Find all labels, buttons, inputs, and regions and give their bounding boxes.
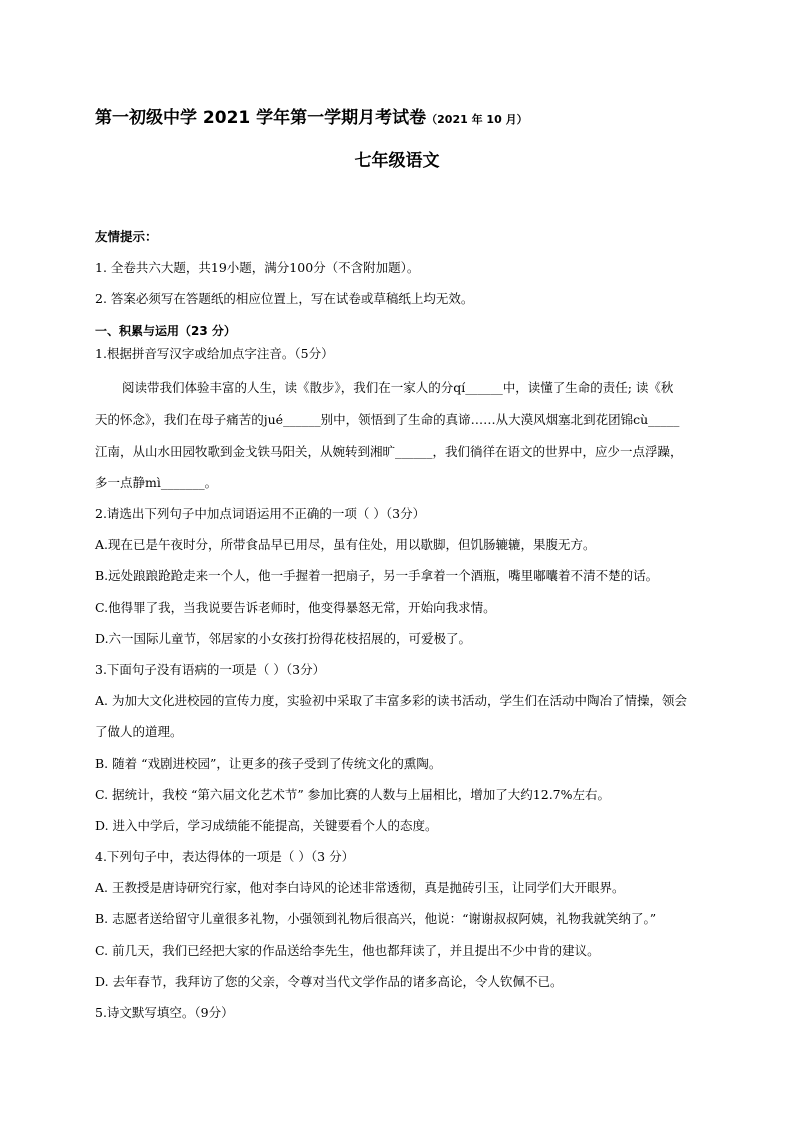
answer-option: C.他得罪了我，当我说要告诉老师时，他变得暴怒无常，开始向我求情。 (95, 600, 496, 615)
passage-line: 阅读带我们体验丰富的人生，读《散步》，我们在一家人的分qí______中，读懂了生命的责任; 读《秋 (122, 380, 674, 395)
exam-date-note: （2021 年 10 月） (426, 113, 528, 126)
exam-title (95, 103, 528, 128)
section-heading: 一、积累与运用（23 分） (95, 324, 236, 338)
answer-option: C. 前几天，我们已经把大家的作品送给李先生，他也都拜读了，并且提出不少中肯的建议。 (95, 943, 600, 958)
answer-option: A. 为加大文化进校园的宣传力度，实验初中采取了丰富多彩的读书活动，学生们在活动中陶冶了情操，领会 (95, 693, 687, 708)
question-stem: 2.请选出下列句子中加点词语运用不正确的一项（ ）（3分） (95, 506, 426, 521)
answer-option: C. 据统计，我校 “第六届文化艺术节” 参加比赛的人数与上届相比，增加了大约12.7%左右。 (95, 787, 611, 802)
passage-line: 多一点静mì_______。 (95, 475, 218, 490)
exam-subtitle: 七年级语文 (354, 151, 440, 171)
answer-option: 了做人的道理。 (95, 724, 183, 739)
answer-option: D.六一国际儿童节，邻居家的小女孩打扮得花枝招展的，可爱极了。 (95, 631, 472, 646)
tip-item: 2. 答案必须写在答题纸的相应位置上，写在试卷或草稿纸上均无效。 (95, 291, 474, 306)
question-stem: 3.下面句子没有语病的一项是（ ）（3分） (95, 662, 326, 677)
exam-title-text: 第一初级中学 2021 学年第一学期月考试卷 (95, 108, 427, 128)
tips-heading: 友情提示： (95, 229, 158, 244)
answer-option: D. 去年春节，我拜访了您的父亲，令尊对当代文学作品的诸多高论，令人钦佩不已。 (95, 974, 563, 989)
question-stem: 5.诗文默写填空。（9分） (95, 1005, 234, 1020)
answer-option: B. 随着 “戏剧进校园”，让更多的孩子受到了传统文化的熏陶。 (95, 756, 442, 771)
passage-line: 天的怀念》，我们在母子痛苦的jué______别中，领悟到了生命的真谛……从大漠风烟塞北到花团锦cù_____ (95, 412, 680, 427)
answer-option: A. 王教授是唐诗研究行家，他对李白诗风的论述非常透彻，真是抛砖引玉，让同学们大开眼界。 (95, 880, 625, 895)
answer-option: B.远处踉踉跄跄走来一个人，他一手握着一把扇子，另一手拿着一个酒瓶，嘴里嘟囔着不清不楚的话。 (95, 568, 659, 583)
answer-option: A.现在已是午夜时分，所带食品早已用尽，虽有住处，用以歇脚，但饥肠辘辘，果腹无方。 (95, 537, 596, 552)
answer-option: D. 进入中学后，学习成绩能不能提高，关键要看个人的态度。 (95, 818, 438, 833)
passage-line: 江南，从山水田园牧歌到金戈铁马阳关，从婉转到湘旷______，我们徜徉在语文的世界中，应少一点浮躁， (95, 444, 683, 459)
tip-item: 1. 全卷共六大题，共19小题，满分100分（不含附加题）。 (95, 260, 420, 275)
answer-option: B. 志愿者送给留守儿童很多礼物，小强领到礼物后很高兴，他说：“谢谢叔叔阿姨，礼物我就笑纳了。” (95, 911, 657, 926)
question-stem: 1.根据拼音写汉字或给加点字注音。（5分） (95, 346, 334, 361)
question-stem: 4.下列句子中，表达得体的一项是（ ）（3 分） (95, 849, 355, 864)
